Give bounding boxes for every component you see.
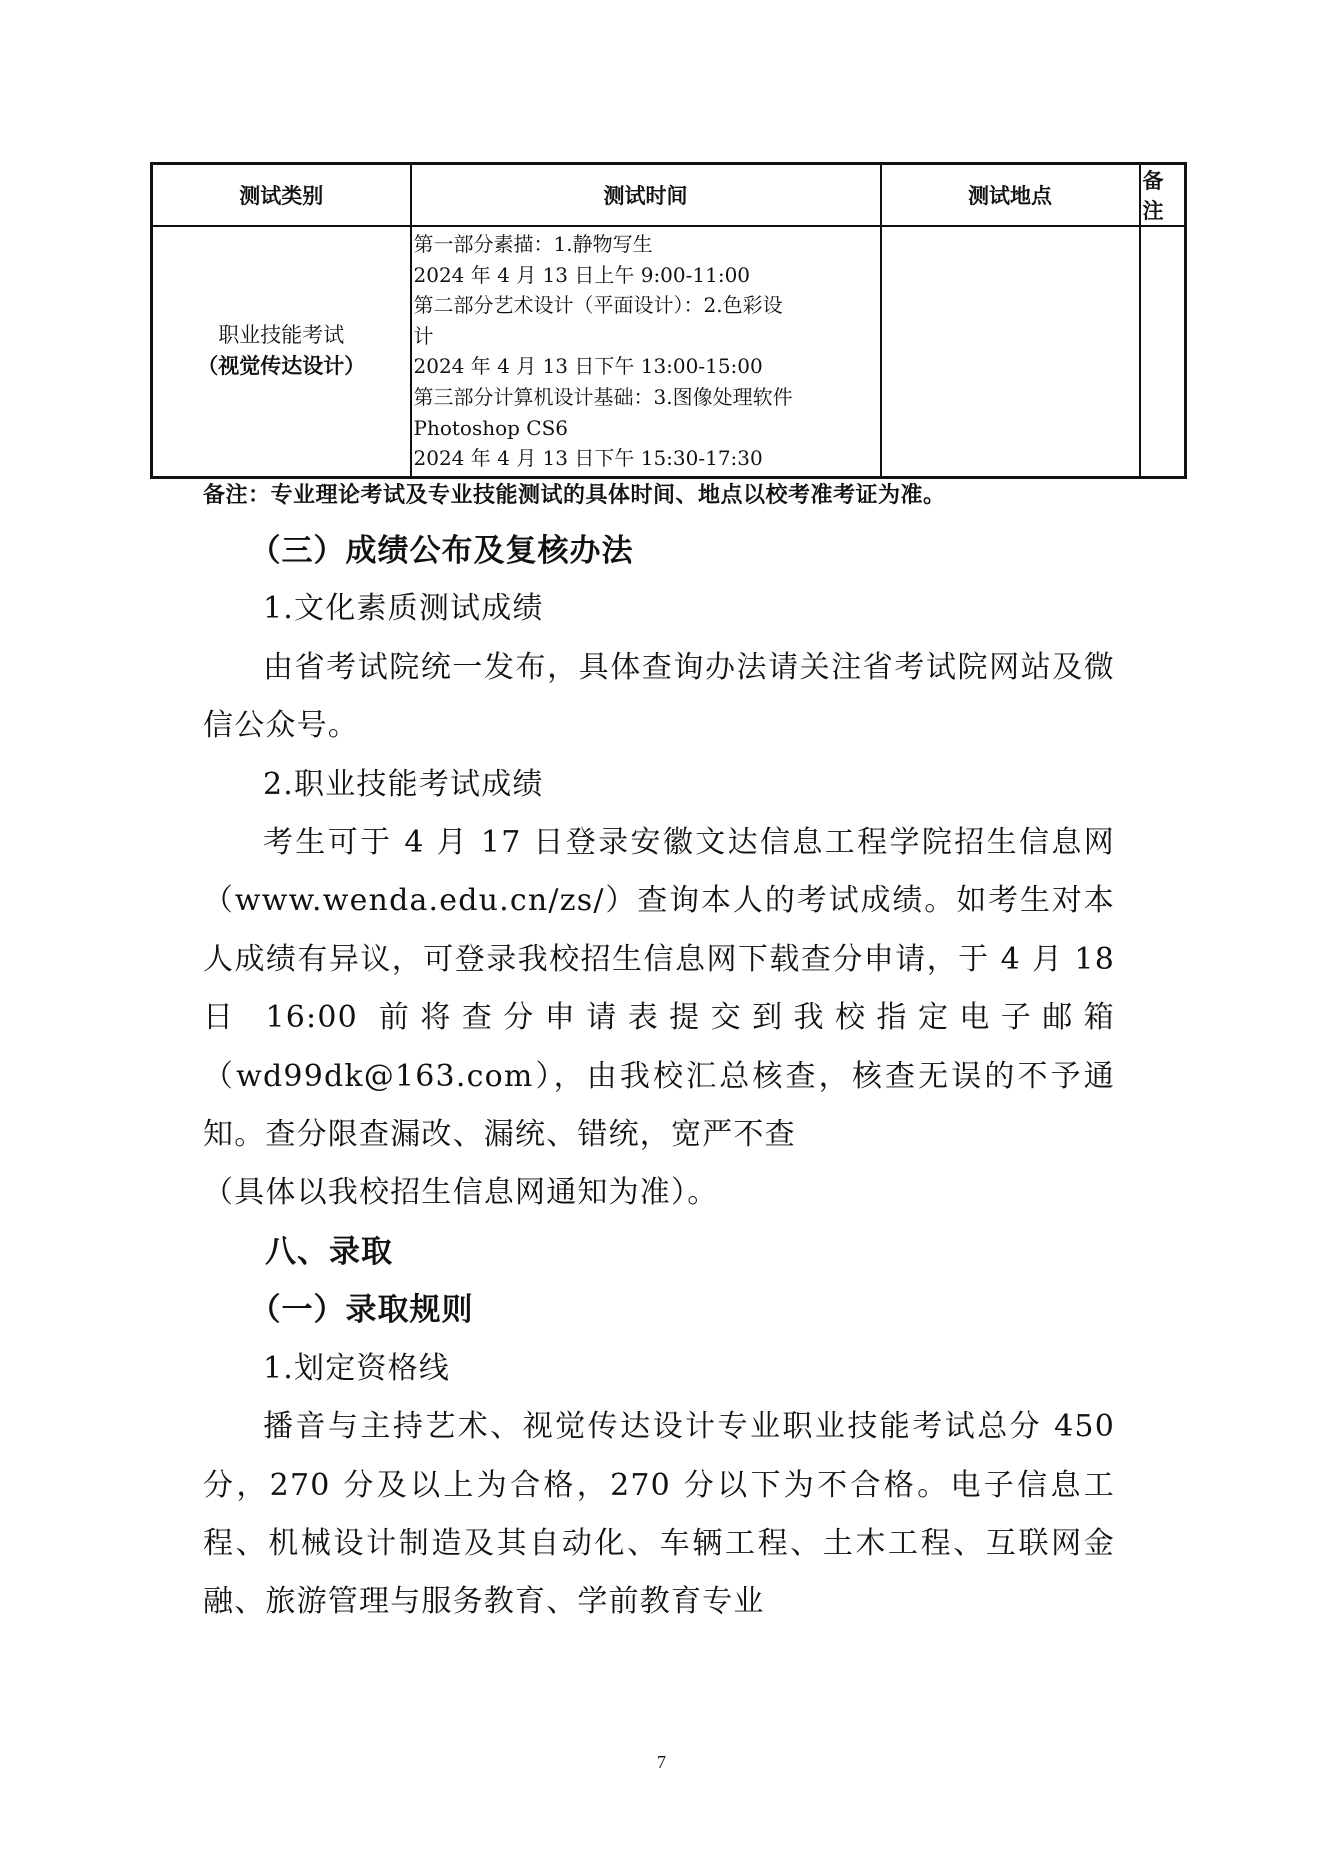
table-footnote: 备注：专业理论考试及专业技能测试的具体时间、地点以校考准考证为准。 — [203, 483, 946, 508]
time-line: 第三部分计算机设计基础：3.图像处理软件 — [413, 384, 793, 409]
header-time: 测试时间 — [411, 164, 881, 227]
table-header-row — [152, 164, 1186, 227]
section-heading-score-release: （三）成绩公布及复核办法 — [249, 533, 634, 569]
time-line: 2024 年 4 月 13 日下午 13:00-15:00 — [413, 354, 763, 379]
time-line: 计 — [413, 323, 434, 348]
subsection-heading-admission-rules: （一）录取规则 — [249, 1292, 474, 1329]
exam-schedule-table — [150, 162, 1187, 479]
section-heading-admission: 八、录取 — [265, 1233, 393, 1270]
header-location: 测试地点 — [881, 164, 1140, 227]
item-title-qualification-line: 1.划定资格线 — [263, 1350, 451, 1386]
item-title-skill-score: 2.职业技能考试成绩 — [263, 766, 544, 802]
category-sub: （视觉传达设计） — [197, 354, 366, 379]
item-title-culture-score: 1.文化素质测试成绩 — [263, 591, 544, 627]
cell-category — [152, 226, 411, 477]
time-line: 2024 年 4 月 13 日下午 15:30-17:30 — [413, 446, 763, 471]
header-note: 备注 — [1140, 164, 1186, 227]
cell-location — [881, 226, 1140, 477]
time-line: 第二部分艺术设计（平面设计）：2.色彩设 — [413, 293, 783, 318]
table-row — [152, 226, 1186, 477]
header-category: 测试类别 — [152, 164, 411, 227]
page-number: 7 — [657, 1752, 666, 1772]
paragraph-skill-score-tail: （具体以我校招生信息网通知为准）。 — [203, 1175, 719, 1211]
paragraph-culture-score: 由省考试院统一发布，具体查询办法请关注省考试院网站及微信公众号。 — [203, 649, 1115, 744]
category-main: 职业技能考试 — [218, 323, 345, 348]
body-text — [203, 522, 1115, 1632]
paragraph-qualification-line: 播音与主持艺术、视觉传达设计专业职业技能考试总分 450 分，270 分及以上为合格，270 分以下为不合格。电子信息工程、机械设计制造及其自动化、车辆工程、土木工程、互联网金融、旅游管理与服务教育、学前教育专业 — [203, 1409, 1115, 1620]
time-line: 2024 年 4 月 13 日上午 9:00-11:00 — [413, 262, 751, 287]
time-line: 第一部分素描：1.静物写生 — [413, 232, 653, 256]
cell-note — [1140, 226, 1186, 477]
time-line: Photoshop CS6 — [413, 415, 569, 440]
cell-time — [411, 226, 881, 477]
paragraph-skill-score: 考生可于 4 月 17 日登录安徽文达信息工程学院招生信息网（www.wenda.edu.cn/zs/）查询本人的考试成绩。如考生对本人成绩有异议，可登录我校招生信息网下载查分申请，于 4 月 18 日 16:00 前将查分申请表提交到我校指定电子邮箱（wd99dk@163.com），由我校汇总核查，核查无误的不予通知。查分限查漏改、漏统、错统，宽严不查 — [203, 825, 1115, 1153]
